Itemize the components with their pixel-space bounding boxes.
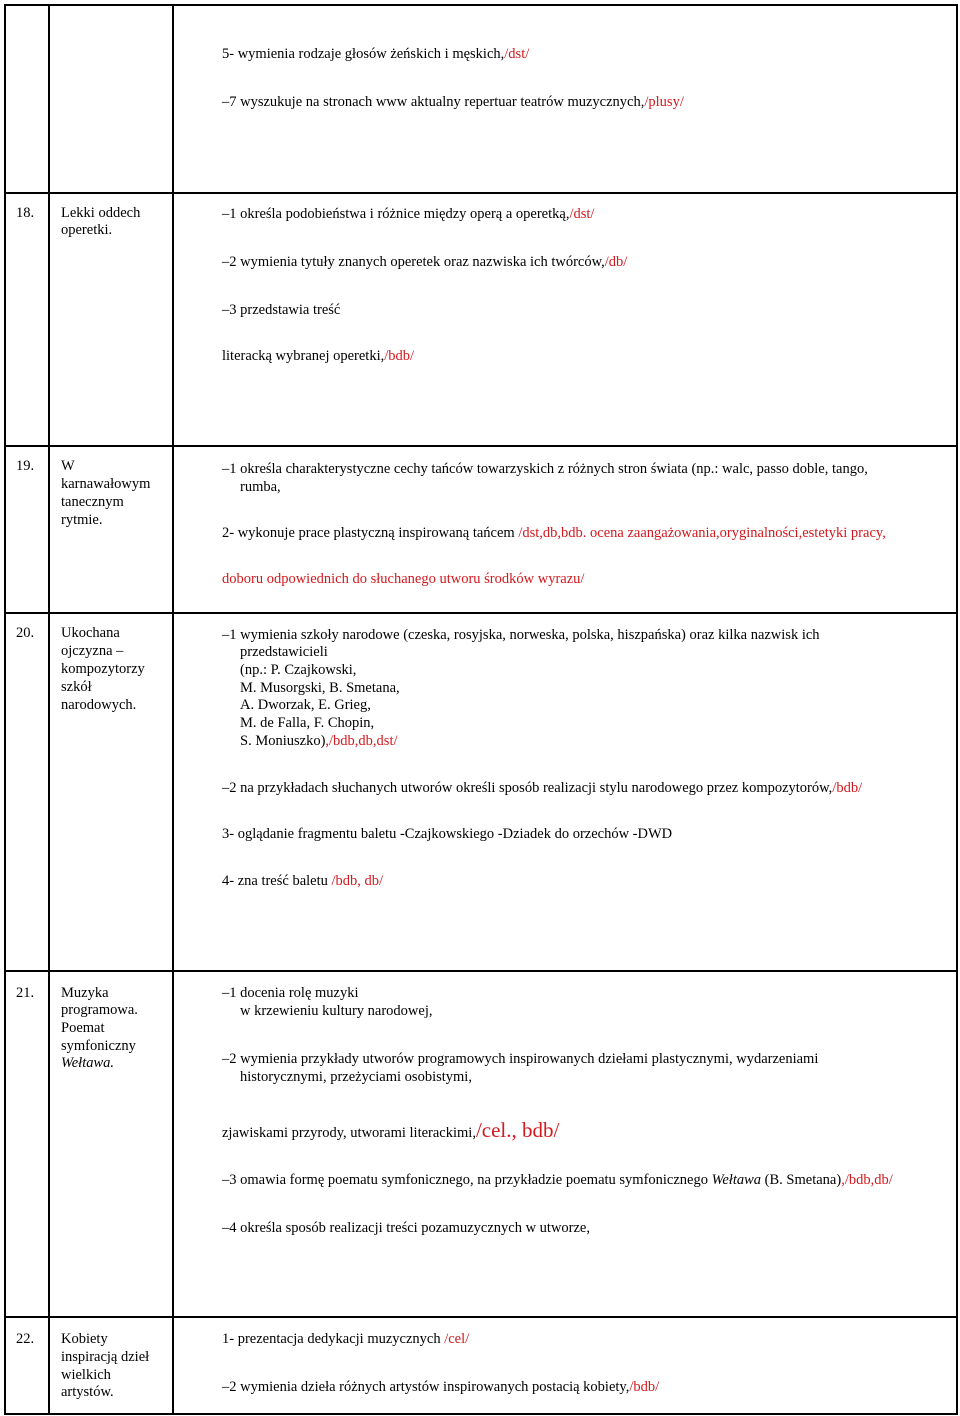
content-line [222,780,862,797]
content-line [222,1379,659,1396]
assessment-tag: /plusy/ [644,94,684,110]
content-line [222,94,684,111]
content-text: 4- zna treść baletu [222,873,328,889]
topic-line: karnawałowym [61,476,151,492]
content-line [240,479,281,496]
assessment-tag: /dst,db,bdb. ocena zaangażowania,oryginalności,estetyki pracy, [518,525,886,541]
topic-line: szkół [61,679,92,695]
table-border-right [956,4,958,1415]
content-text: 3- oglądanie fragmentu baletu -Czajkowskiego -Dziadek do orzechów -DWD [222,826,673,842]
content-line [240,662,356,679]
row-number: 21. [16,985,35,1001]
content-line [222,1051,818,1068]
topic-line: rytmie. [61,512,103,528]
content-text: 1- prezentacja dedykacji muzycznych [222,1331,441,1347]
content-line [222,1331,469,1348]
content-line [240,1003,432,1020]
content-text: –1 określa podobieństwa i różnice między operą a operetką, [222,206,570,222]
table-border-bottom [4,1413,958,1415]
topic-line: kompozytorzy [61,661,145,677]
content-line [222,46,529,63]
content-text: zjawiskami przyrody, utworami literackimi, [222,1125,476,1141]
row-separator [4,970,958,972]
topic-line: Kobiety [61,1331,108,1347]
content-text: M. Musorgski, B. Smetana, [240,680,400,696]
content-line [240,715,374,732]
content-text: (np.: P. Czajkowski, [240,662,357,678]
content-text: A. Dworzak, E. Grieg, [240,697,371,713]
row-number: 18. [16,205,35,221]
content-line [222,254,627,271]
content-text: –4 określa sposób realizacji treści pozamuzycznych w utworze, [222,1220,590,1236]
content-text: –1 docenia rolę muzyki [222,985,359,1001]
assessment-tag: ,/bdb,db/ [841,1172,893,1188]
content-line [222,525,886,542]
content-text: –1 określa charakterystyczne cechy tańców towarzyskich z różnych stron świata (np.: walc, passo doble, tango, [222,461,868,477]
content-text: M. de Falla, F. Chopin, [240,715,375,731]
content-line [240,1069,472,1086]
content-line [240,644,328,661]
content-text: historycznymi, przeżyciami osobistymi, [240,1069,472,1085]
content-text: –3 przedstawia treść [222,302,341,318]
content-text: 2- wykonuje prace plastyczną inspirowaną tańcem [222,525,515,541]
content-line [222,302,340,319]
topic-line: Lekki oddech [61,205,141,221]
assessment-tag: /bdb/ [629,1379,660,1395]
assessment-tag: /dst/ [569,206,595,222]
content-text: przedstawicieli [240,644,328,660]
row-number: 22. [16,1331,35,1347]
content-text: –2 wymienia przykłady utworów programowych inspirowanych dziełami plastycznymi, wydarzeniami [222,1051,819,1067]
row-separator [4,612,958,614]
topic-line: ojczyzna – [61,643,124,659]
topic-line: operetki. [61,222,113,238]
content-line [222,985,359,1002]
topic-line: narodowych. [61,697,137,713]
row-separator [4,1316,958,1318]
topic-line: tanecznym [61,494,124,510]
assessment-tag: /dst/ [504,46,530,62]
content-line [222,348,414,365]
content-text: –2 na przykładach słuchanych utworów określi sposób realizacji stylu narodowego przez kompozytorów, [222,780,833,796]
row-separator [4,192,958,194]
topic-line: symfoniczny [61,1038,136,1054]
content-text: –1 wymienia szkoły narodowe (czeska, rosyjska, norweska, polska, hiszpańska) oraz kilka nazwisk ich [222,627,820,643]
column-separator-number [48,4,50,1415]
content-text: –7 wyszukuje na stronach www aktualny repertuar teatrów muzycznych, [222,94,645,110]
assessment-tag: ,/bdb,db,dst/ [325,733,398,749]
content-line [222,873,383,890]
topic-line: inspiracją dzieł [61,1349,150,1365]
content-line [222,206,594,223]
content-line [222,1220,590,1237]
topic-line: programowa. [61,1002,138,1018]
assessment-tag: /db/ [604,254,628,270]
topic-line: Poemat [61,1020,105,1036]
content-text: –3 omawia formę poematu symfonicznego, na przykładzie poematu symfonicznego [222,1172,708,1188]
assessment-tag: /bdb, db/ [331,873,384,889]
content-line [240,733,398,750]
content-line [222,571,584,588]
content-line [240,697,371,714]
content-line [240,680,400,697]
content-text: (B. Smetana) [764,1172,842,1188]
content-text: rumba, [240,479,281,495]
assessment-tag: /bdb/ [832,780,863,796]
assessment-tag: /bdb/ [384,348,415,364]
work-title: Wełtawa [711,1172,762,1188]
content-line [222,1172,893,1189]
assessment-tag: doboru odpowiednich do słuchanego utworu środków wyrazu/ [222,571,585,587]
topic-line: W [61,458,75,474]
assessment-tag: /cel., bdb/ [475,1118,560,1142]
topic-line: Muzyka [61,985,109,1001]
content-text: 5- wymienia rodzaje głosów żeńskich i męskich, [222,46,505,62]
content-text: S. Moniuszko) [240,733,326,749]
column-separator-topic [172,4,174,1415]
topic-line: wielkich [61,1367,111,1383]
topic-line: Ukochana [61,625,120,641]
content-text: literacką wybranej operetki, [222,348,385,364]
table-border-left [4,4,6,1415]
content-line [222,826,672,843]
topic-line: artystów. [61,1384,114,1400]
assessment-tag: /cel/ [444,1331,470,1347]
content-text: –2 wymienia tytuły znanych operetek oraz nazwiska ich twórców, [222,254,605,270]
content-line [222,1118,559,1145]
topic-line: Wełtawa. [61,1055,115,1071]
content-text: w krzewieniu kultury narodowej, [240,1003,433,1019]
content-text: –2 wymienia dzieła różnych artystów inspirowanych postacią kobiety, [222,1379,630,1395]
row-separator [4,445,958,447]
row-number: 19. [16,458,35,474]
table-border-top [4,4,958,6]
row-number: 20. [16,625,35,641]
content-line [222,627,820,644]
content-line [222,461,868,478]
